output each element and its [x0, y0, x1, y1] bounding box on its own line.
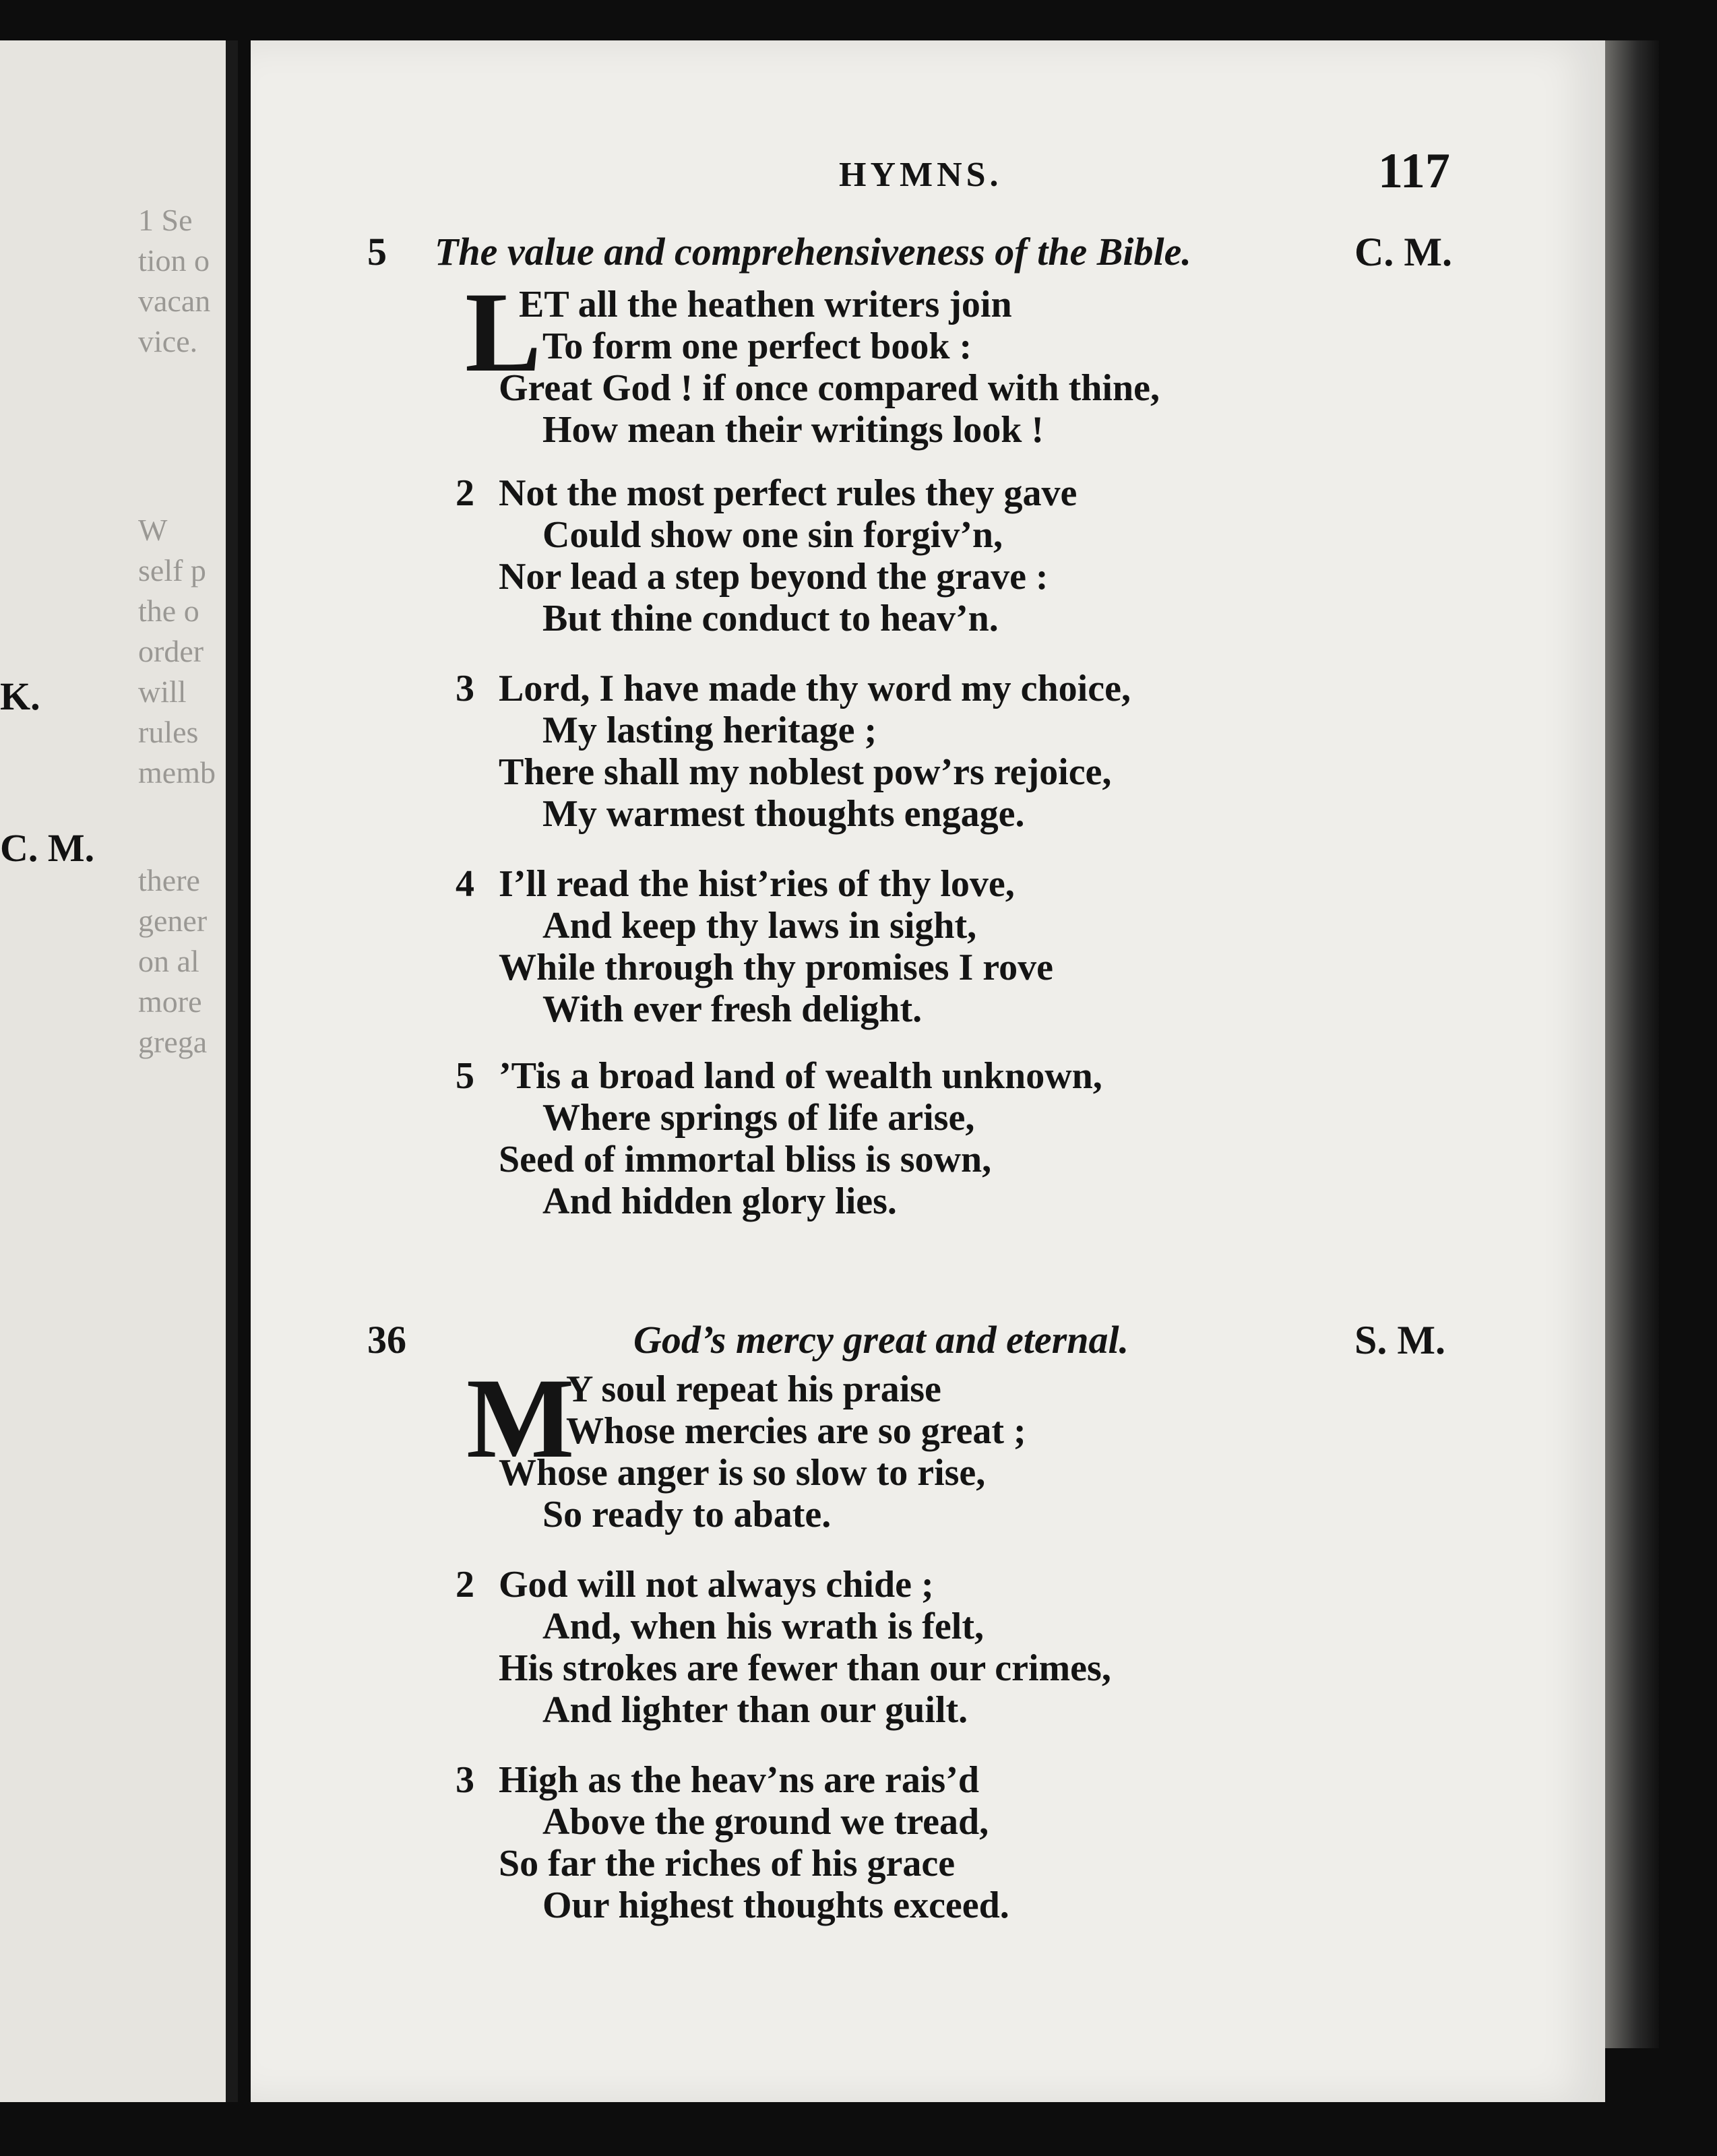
hymn-title: The value and comprehensiveness of the Bible.	[435, 230, 1191, 274]
verse-line: So far the riches of his grace	[499, 1843, 956, 1884]
verse-line: While through thy promises I rove	[499, 947, 1053, 988]
left-page-text: 1 Se	[138, 203, 193, 237]
verse-line: And lighter than our guilt.	[542, 1689, 968, 1731]
verse-line: His strokes are fewer than our crimes,	[499, 1647, 1111, 1689]
verse-number: 5	[456, 1055, 474, 1097]
verse-number: 2	[456, 1564, 474, 1606]
verse-line: How mean their writings look !	[542, 409, 1044, 451]
verse-line: ET all the heathen writers join	[519, 284, 1012, 325]
verse-line: And, when his wrath is felt,	[542, 1606, 984, 1647]
verse-line: Where springs of life arise,	[542, 1097, 975, 1139]
left-page-text: self p	[138, 553, 206, 588]
hymn-meter: C. M.	[1354, 230, 1452, 274]
verse-line: Great God ! if once compared with thine,	[499, 367, 1160, 409]
left-page-text: rules	[138, 715, 199, 749]
verse-line: To form one perfect book :	[542, 325, 972, 367]
page-number: 117	[1378, 144, 1450, 199]
left-page-text: the o	[138, 594, 199, 628]
verse-line: Whose mercies are so great ;	[566, 1410, 1026, 1452]
left-page-text: K.	[0, 674, 40, 718]
verse-line: Lord, I have made thy word my choice,	[499, 668, 1131, 709]
hymn-title: God’s mercy great and eternal.	[633, 1318, 1129, 1362]
verse-line: Not the most perfect rules they gave	[499, 472, 1078, 514]
verse-line: Our highest thoughts exceed.	[542, 1884, 1009, 1926]
left-page-text: order	[138, 634, 204, 668]
verse-line: God will not always chide ;	[499, 1564, 934, 1606]
left-page-text: gener	[138, 903, 208, 938]
verse-line: Whose anger is so slow to rise,	[499, 1452, 986, 1494]
left-page-text: C. M.	[0, 826, 95, 870]
left-page-text: on al	[138, 944, 199, 978]
running-header: HYMNS.	[839, 156, 1003, 194]
verse-line: Y soul repeat his praise	[566, 1368, 941, 1410]
left-page-text: there	[138, 863, 200, 897]
verse-line: And hidden glory lies.	[542, 1180, 897, 1222]
left-page-text: grega	[138, 1025, 208, 1059]
verse-line: And keep thy laws in sight,	[542, 905, 977, 947]
hymn-number: 36	[367, 1318, 406, 1362]
verse-number: 3	[456, 668, 474, 709]
verse-line: Above the ground we tread,	[542, 1801, 989, 1843]
hymn-number: 5	[367, 230, 387, 274]
verse-line: My lasting heritage ;	[542, 709, 877, 751]
verse-line: There shall my noblest pow’rs rejoice,	[499, 751, 1112, 793]
drop-cap: M	[466, 1355, 575, 1482]
left-page-text: memb	[138, 755, 216, 790]
left-page-fragment	[0, 40, 238, 2102]
left-page-text: vacan	[138, 284, 211, 318]
page-edge	[1605, 40, 1659, 2048]
hymn-meter: S. M.	[1354, 1318, 1445, 1362]
verse-line: My warmest thoughts engage.	[542, 793, 1025, 835]
left-page-text: more	[138, 984, 202, 1019]
verse-line: I’ll read the hist’ries of thy love,	[499, 863, 1015, 905]
verse-line: Could show one sin forgiv’n,	[542, 514, 1003, 556]
verse-line: Nor lead a step beyond the grave :	[499, 556, 1049, 598]
verse-number: 3	[456, 1759, 474, 1801]
verse-line: Seed of immortal bliss is sown,	[499, 1139, 992, 1180]
verse-line: ’Tis a broad land of wealth unknown,	[499, 1055, 1102, 1097]
left-page-text: will	[138, 674, 187, 709]
verse-line: So ready to abate.	[542, 1494, 832, 1535]
verse-line: But thine conduct to heav’n.	[542, 598, 999, 639]
verse-line: With ever fresh delight.	[542, 988, 923, 1030]
left-page-text: tion o	[138, 243, 210, 278]
verse-number: 4	[456, 863, 474, 905]
verse-line: High as the heav’ns are rais’d	[499, 1759, 979, 1801]
left-page-text: vice.	[138, 324, 198, 358]
drop-cap: L	[465, 269, 542, 395]
left-page-text: W	[138, 513, 168, 547]
verse-number: 2	[456, 472, 474, 514]
